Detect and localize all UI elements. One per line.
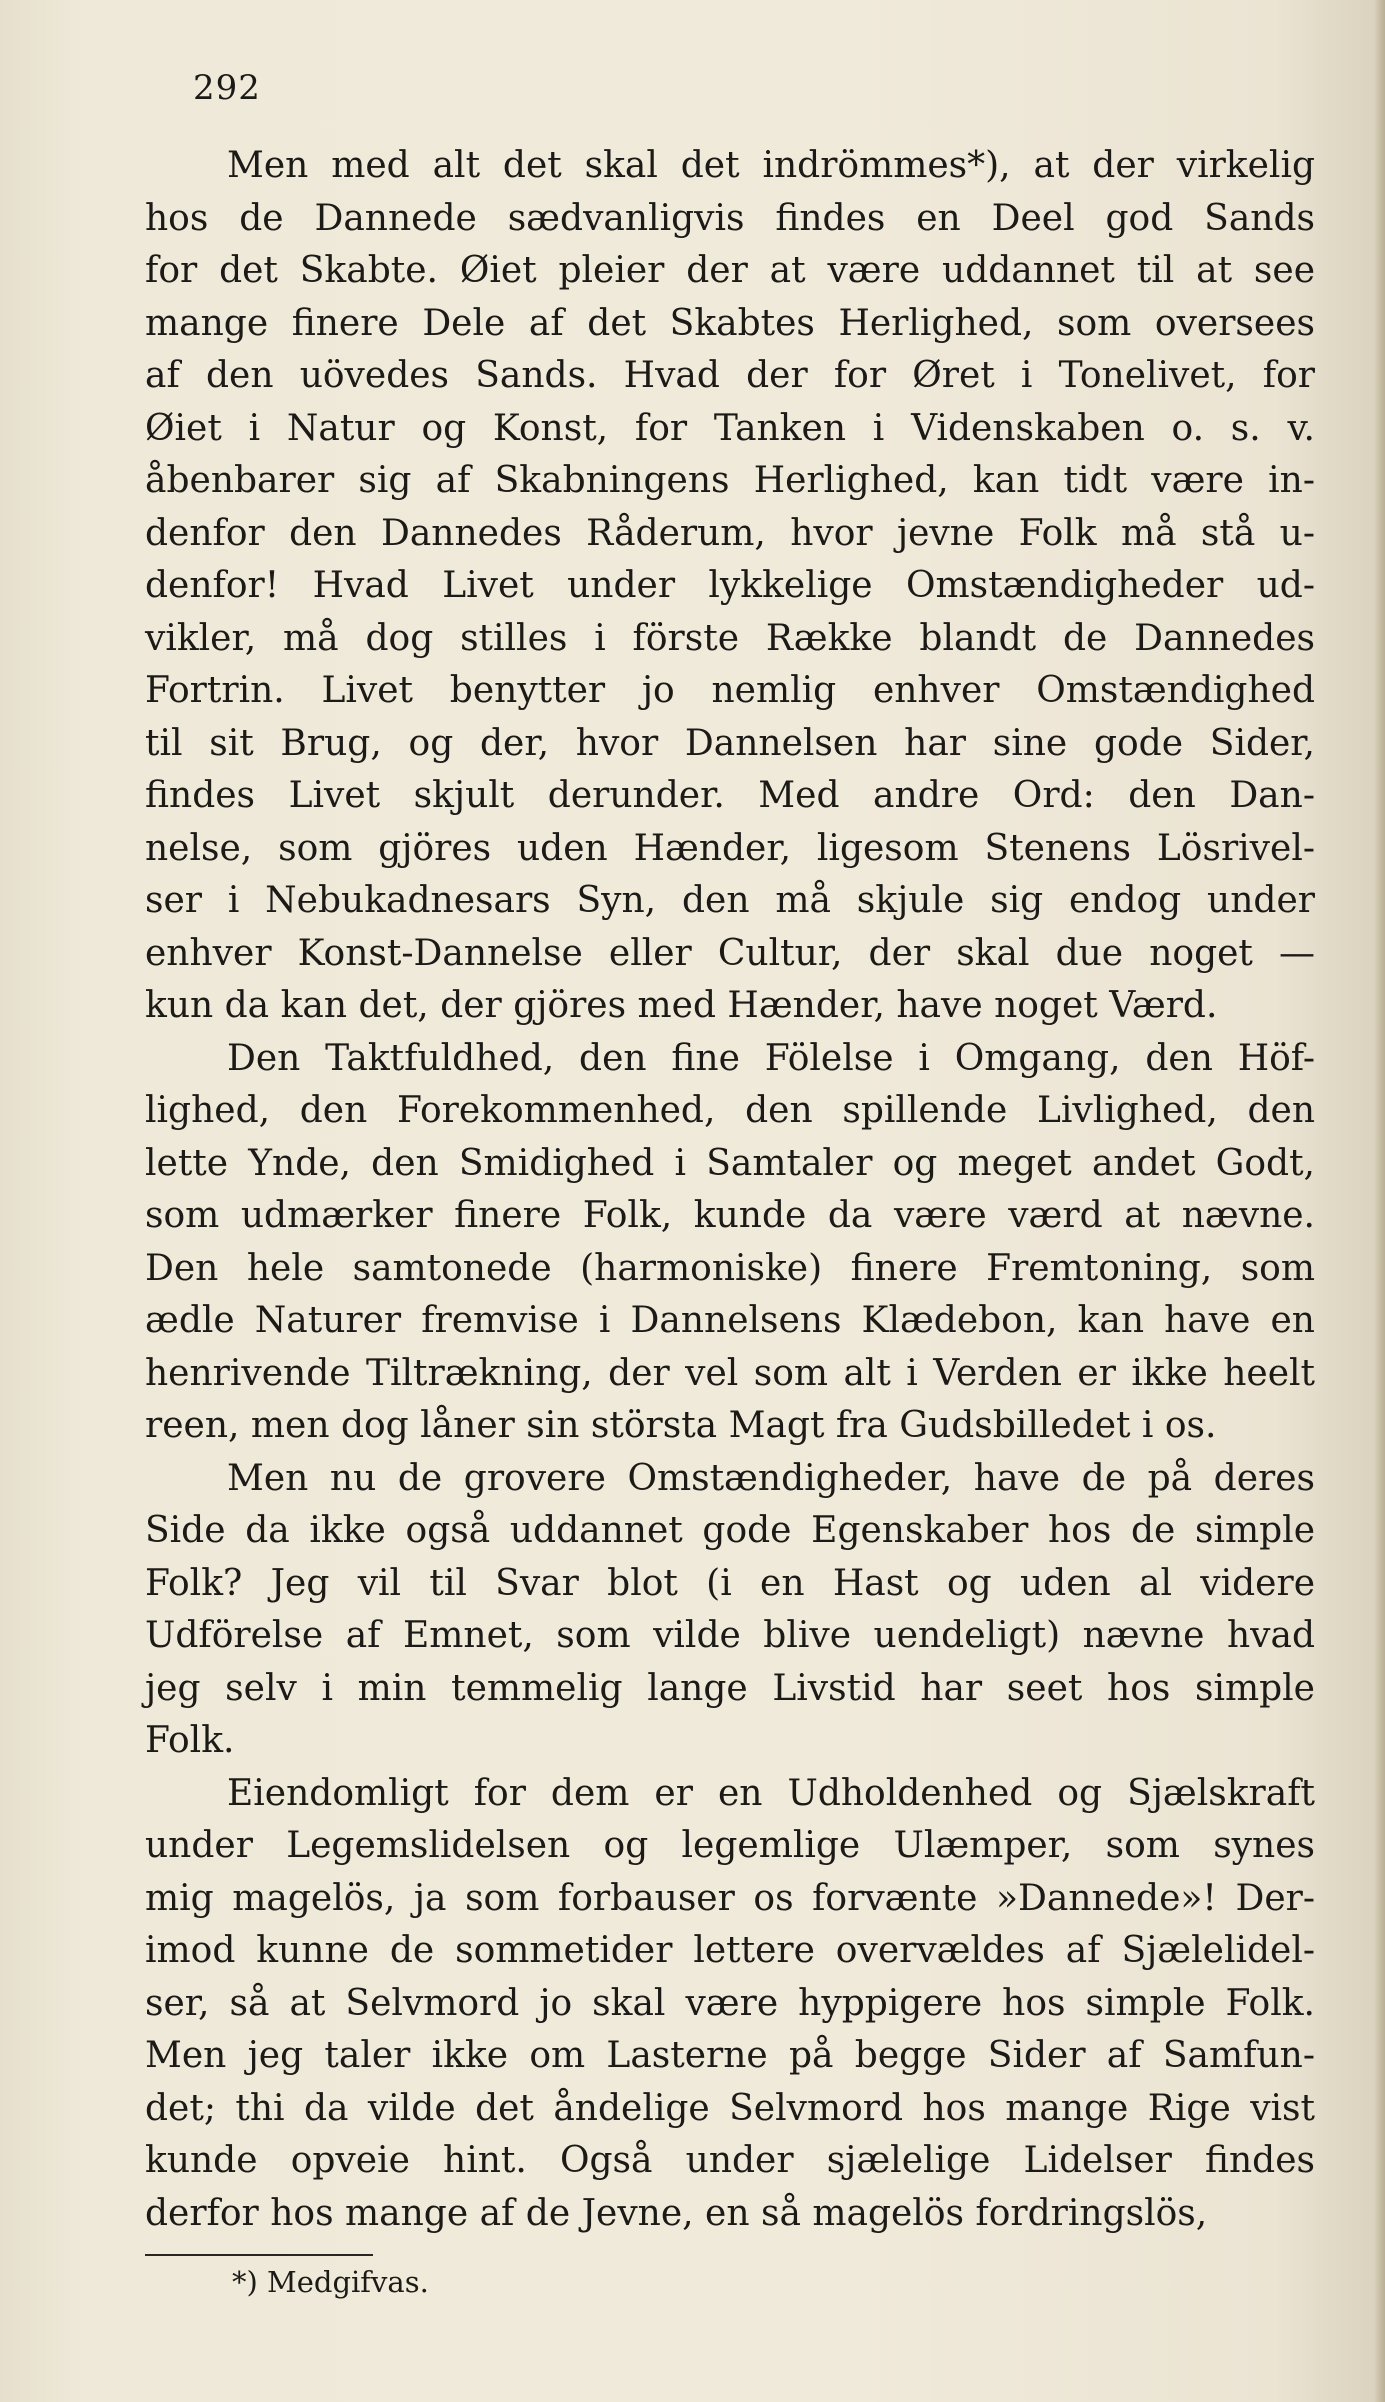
text-line: lette Ynde, den Smidighed i Samtaler og meget andet Godt,: [145, 1142, 1315, 1184]
text-line: Øiet i Natur og Konst, for Tanken i Videnskaben o. s. v.: [145, 407, 1315, 449]
text-line: under Legemslidelsen og legemlige Ulæmper, som synes: [145, 1825, 1315, 1866]
text-line: Eiendomligt for dem er en Udholdenhed og Sjælskraft: [227, 1772, 1315, 1814]
text-line: henrivende Tiltrækning, der vel som alt i Verden er ikke heelt: [145, 1352, 1315, 1394]
text-line: findes Livet skjult derunder. Med andre Ord: den Dan-: [145, 775, 1315, 816]
text-line: mange finere Dele af det Skabtes Herlighed, som oversees: [145, 302, 1315, 344]
text-line: Den Taktfuldhed, den fine Fölelse i Omgang, den Höf-: [227, 1037, 1315, 1079]
text-line: af den uövedes Sands. Hvad der for Øret i Tonelivet, for: [145, 355, 1315, 396]
text-line: ser i Nebukadnesars Syn, den må skjule sig endog under: [145, 880, 1315, 921]
text-line: hos de Dannede sædvanligvis findes en Deel god Sands: [145, 197, 1315, 239]
paragraph: [145, 140, 1315, 1033]
text-line: denfor den Dannedes Råderum, hvor jevne Folk må stå u-: [145, 512, 1315, 554]
text-line: reen, men dog låner sin största Magt fra Gudsbilledet i os.: [145, 1405, 1217, 1446]
paragraph: [145, 1033, 1315, 1453]
page-edge: [1375, 0, 1385, 2402]
text-line: Side da ikke også uddannet gode Egenskaber hos de simple: [145, 1510, 1315, 1551]
text-line: Folk? Jeg vil til Svar blot (i en Hast og uden al videre: [145, 1562, 1315, 1604]
text-line: for det Skabte. Øiet pleier der at være uddannet til at see: [145, 250, 1315, 291]
paragraph: [145, 1453, 1315, 1768]
text-line: derfor hos mange af de Jevne, en så magelös fordringslös,: [145, 2192, 1208, 2234]
text-line: denfor! Hvad Livet under lykkelige Omstændigheder ud-: [145, 565, 1315, 606]
text-line: Udförelse af Emnet, som vilde blive uendeligt) nævne hvad: [145, 1615, 1315, 1656]
text-line: Den hele samtonede (harmoniske) finere Fremtoning, som: [145, 1247, 1315, 1289]
text-line: kunde opveie hint. Også under sjælelige Lidelser findes: [145, 2140, 1315, 2181]
page-number: 292: [193, 68, 261, 108]
footnote-rule: [145, 2254, 373, 2256]
text-line: kun da kan det, der gjöres med Hænder, have noget Værd.: [145, 985, 1218, 1026]
text-line: Men med alt det skal det indrömmes*), at der virkelig: [227, 145, 1315, 186]
text-line: Men jeg taler ikke om Lasterne på begge Sider af Samfun-: [145, 2035, 1315, 2076]
text-line: ædle Naturer fremvise i Dannelsens Klædebon, kan have en: [145, 1300, 1315, 1341]
text-line: Fortrin. Livet benytter jo nemlig enhver Omstændighed: [145, 670, 1315, 711]
text-line: lighed, den Forekommenhed, den spillende Livlighed, den: [145, 1090, 1315, 1131]
text-line: til sit Brug, og der, hvor Dannelsen har sine gode Sider,: [145, 722, 1315, 764]
footnote: *) Medgifvas.: [232, 2265, 429, 2299]
text-line: mig magelös, ja som forbauser os forvænte »Dannede»! Der-: [145, 1877, 1315, 1919]
text-line: ser, så at Selvmord jo skal være hyppigere hos simple Folk.: [145, 1982, 1315, 2024]
text-line: Folk.: [145, 1720, 235, 1761]
text-line: Men nu de grovere Omstændigheder, have de på deres: [227, 1457, 1315, 1499]
text-line: nelse, som gjöres uden Hænder, ligesom Stenens Lösrivel-: [145, 827, 1315, 869]
text-line: jeg selv i min temmelig lange Livstid har seet hos simple: [145, 1667, 1315, 1709]
text-line: som udmærker finere Folk, kunde da være værd at nævne.: [145, 1195, 1315, 1236]
paragraph: [145, 1768, 1315, 2241]
text-line: enhver Konst-Dannelse eller Cultur, der skal due noget —: [145, 932, 1315, 974]
text-line: åbenbarer sig af Skabningens Herlighed, kan tidt være in-: [145, 460, 1315, 501]
body-text: [145, 140, 1315, 2240]
text-line: vikler, må dog stilles i förste Række blandt de Dannedes: [145, 617, 1315, 659]
text-line: imod kunne de sommetider lettere overvældes af Sjælelidel-: [145, 1930, 1315, 1971]
text-line: det; thi da vilde det åndelige Selvmord hos mange Rige vist: [145, 2087, 1315, 2129]
